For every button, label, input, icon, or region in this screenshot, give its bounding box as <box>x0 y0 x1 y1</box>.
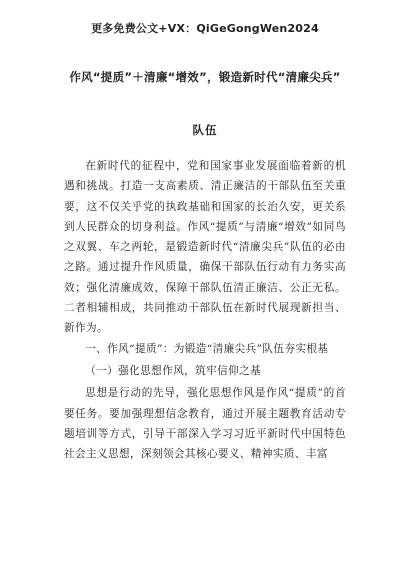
document-subtitle: 队伍 <box>192 123 218 137</box>
subsection-paragraph: 思想是行动的先导，强化思想作风是作风“提质”的首要任务。要加强理想信念教育，通过开展主题教育活动专题培训等方式，引导干部深入学习习近平新时代中国特色社会主义思想，深刻领会其核心要义、精神实质、丰富 <box>64 387 346 461</box>
header-watermark-text: 更多免费公文+VX：QiGeGongWen2024 <box>91 22 319 35</box>
document-body <box>64 156 346 464</box>
subsection-heading: （一）强化思想作风，筑牢信仰之基 <box>85 364 262 377</box>
intro-paragraph: 在新时代的征程中，党和国家事业发展面临着新的机遇和挑战。打造一支高素质、清正廉洁的干部队伍至关重要，这不仅关乎党的执政基础和国家的长治久安，更关系到人民群众的切身利益。作风“提质”与清廉“增效”如同鸟之双翼、车之两轮，是锻造新时代“清廉尖兵”队伍的必由之路。通过提升作风质量，确保干部队伍行动有力务实高效；强化清廉成效，保障干部队伍清正廉洁、公正无私。二者相辅相成，共同推动干部队伍在新时代展现新担当、新作为。 <box>64 160 346 335</box>
document-title: 作风“提质”＋清廉“增效”，锻造新时代“清廉尖兵” <box>69 70 341 84</box>
section-heading: 一、作风“提质”：为锻造“清廉尖兵”队伍夯实根基 <box>85 342 329 355</box>
